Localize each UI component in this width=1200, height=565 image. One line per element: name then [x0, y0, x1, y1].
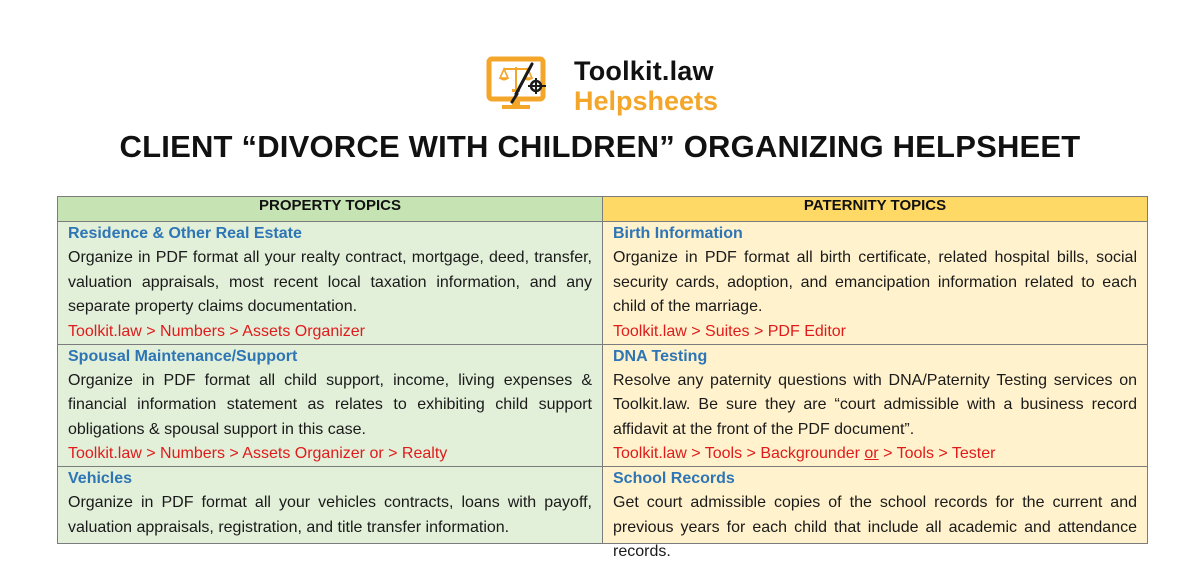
- topic-description: Resolve any paternity questions with DNA/Paternity Testing services on Toolkit.law. Be sure they are “court admissible with a business record affidavit at the front of the PDF document”.: [613, 371, 1137, 438]
- table-row: [58, 222, 1148, 345]
- topic-description: Get court admissible copies of the school records for the current and previous years for each child that include all academic and attendance records.: [613, 494, 1137, 560]
- topic-description: Organize in PDF format all child support, income, living expenses & financial information statement as relates to exhibiting child support obligations & spousal support in this case.: [68, 371, 592, 438]
- cell-residence: [58, 222, 603, 345]
- page-title: CLIENT “DIVORCE WITH CHILDREN” ORGANIZING HELPSHEET: [119, 129, 1081, 164]
- table-row: [58, 467, 1148, 544]
- brand-subtitle: Helpsheets: [574, 86, 719, 116]
- topic-heading: DNA Testing: [613, 347, 708, 365]
- toolkit-path-link[interactable]: [613, 442, 1137, 466]
- table-row: [58, 344, 1148, 467]
- topic-description: Organize in PDF format all your vehicles contracts, loans with payoff, valuation appraisals, registration, and title transfer information.: [68, 494, 592, 536]
- cell-school-records: [603, 467, 1148, 560]
- toolkit-path-link[interactable]: Toolkit.law > Numbers > Assets Organizer or > Realty: [68, 445, 448, 462]
- paternity-topics-header: PATERNITY TOPICS: [603, 197, 1148, 222]
- scales-monitor-icon: [486, 56, 552, 112]
- cell-spousal-support: [58, 344, 603, 467]
- cell-dna-testing: [603, 344, 1148, 467]
- toolkit-path-link[interactable]: Toolkit.law > Numbers > Assets Organizer: [68, 322, 366, 340]
- header: [0, 0, 1200, 195]
- path-or: or: [864, 445, 879, 462]
- topic-heading: Birth Information: [613, 225, 743, 242]
- cell-vehicles: [58, 467, 603, 544]
- topic-description: Organize in PDF format all your realty contract, mortgage, deed, transfer, valuation appraisals, most recent local taxation information, and any separate property claims documentation.: [68, 249, 592, 315]
- topic-heading: Vehicles: [68, 470, 133, 487]
- helpsheet-table: [57, 196, 1148, 560]
- brand-logo[interactable]: [486, 56, 746, 118]
- topic-heading: Residence & Other Real Estate: [68, 225, 302, 242]
- table-header-row: [58, 197, 1148, 222]
- topic-heading: Spousal Maintenance/Support: [68, 347, 298, 365]
- topic-heading: School Records: [613, 470, 735, 487]
- brand-name: Toolkit.law: [574, 56, 714, 86]
- cell-birth-information: [603, 222, 1148, 345]
- path-part: > Tools > Tester: [878, 445, 996, 462]
- topic-description: Organize in PDF format all birth certificate, related hospital bills, social security cards, adoption, and emancipation information related to each child of the marriage.: [613, 249, 1137, 315]
- path-part: Toolkit.law > Tools > Backgrounder: [613, 445, 865, 462]
- toolkit-path-link[interactable]: Toolkit.law > Suites > PDF Editor: [613, 322, 846, 340]
- property-topics-header: PROPERTY TOPICS: [58, 197, 603, 222]
